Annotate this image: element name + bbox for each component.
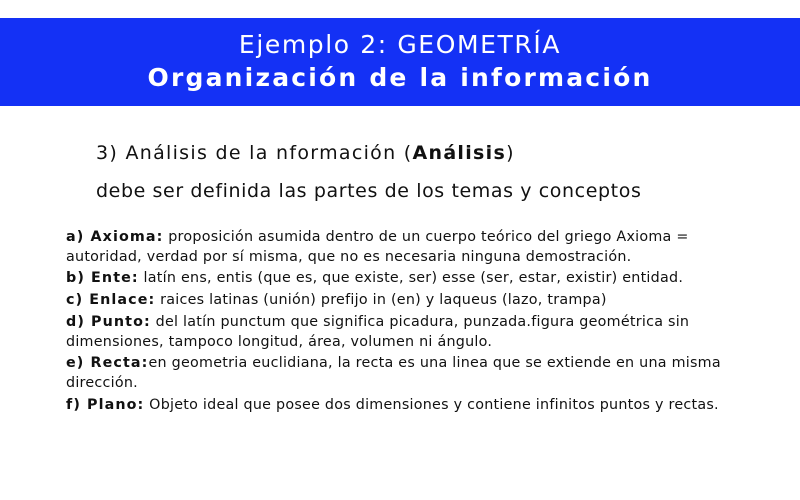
definition-text: raices latinas (unión) prefijo in (en) y laqueus (lazo, trampa)	[155, 292, 607, 309]
definition-text: proposición asumida dentro de un cuerpo teórico del griego Axioma = autoridad, verdad por sí misma, que no es necesaria ninguna demostración.	[66, 229, 689, 265]
definition-term: d) Punto:	[66, 313, 151, 330]
definitions-list	[66, 228, 766, 417]
list-item	[66, 291, 766, 311]
intro-line1-prefix: 3) Análisis de la nformación (	[96, 142, 413, 164]
list-item	[66, 354, 766, 393]
header-title-line2: Organización de la información	[147, 62, 653, 92]
definition-text: latín ens, entis (que es, que existe, ser) esse (ser, estar, existir) entidad.	[138, 270, 684, 287]
definition-term: b) Ente:	[66, 270, 139, 287]
intro-line1-bold: Análisis	[412, 142, 507, 164]
header-title-line1: Ejemplo 2: GEOMETRÍA	[238, 30, 562, 60]
definition-term: f) Plano:	[66, 396, 145, 413]
list-item	[66, 228, 766, 267]
intro-block	[96, 140, 786, 205]
intro-line1-suffix: )	[506, 142, 515, 164]
definition-text: del latín punctum que significa picadura, punzada.figura geométrica sin dimensiones, tampoco longitud, área, volumen ni ángulo.	[66, 313, 690, 350]
list-item	[66, 396, 766, 416]
intro-line1	[96, 140, 786, 168]
definition-term: c) Enlace:	[66, 292, 156, 309]
intro-line2: debe ser definida las partes de los temas y conceptos	[96, 179, 642, 202]
list-item	[66, 313, 766, 352]
definition-text: en geometria euclidiana, la recta es una linea que se extiende en una misma dirección.	[66, 355, 721, 392]
slide-header-banner	[0, 18, 800, 106]
list-item	[66, 269, 766, 289]
definition-text: Objeto ideal que posee dos dimensiones y contiene infinitos puntos y rectas.	[144, 396, 719, 413]
definition-term: e) Recta:	[66, 355, 149, 372]
definition-term: a) Axioma:	[66, 229, 164, 245]
